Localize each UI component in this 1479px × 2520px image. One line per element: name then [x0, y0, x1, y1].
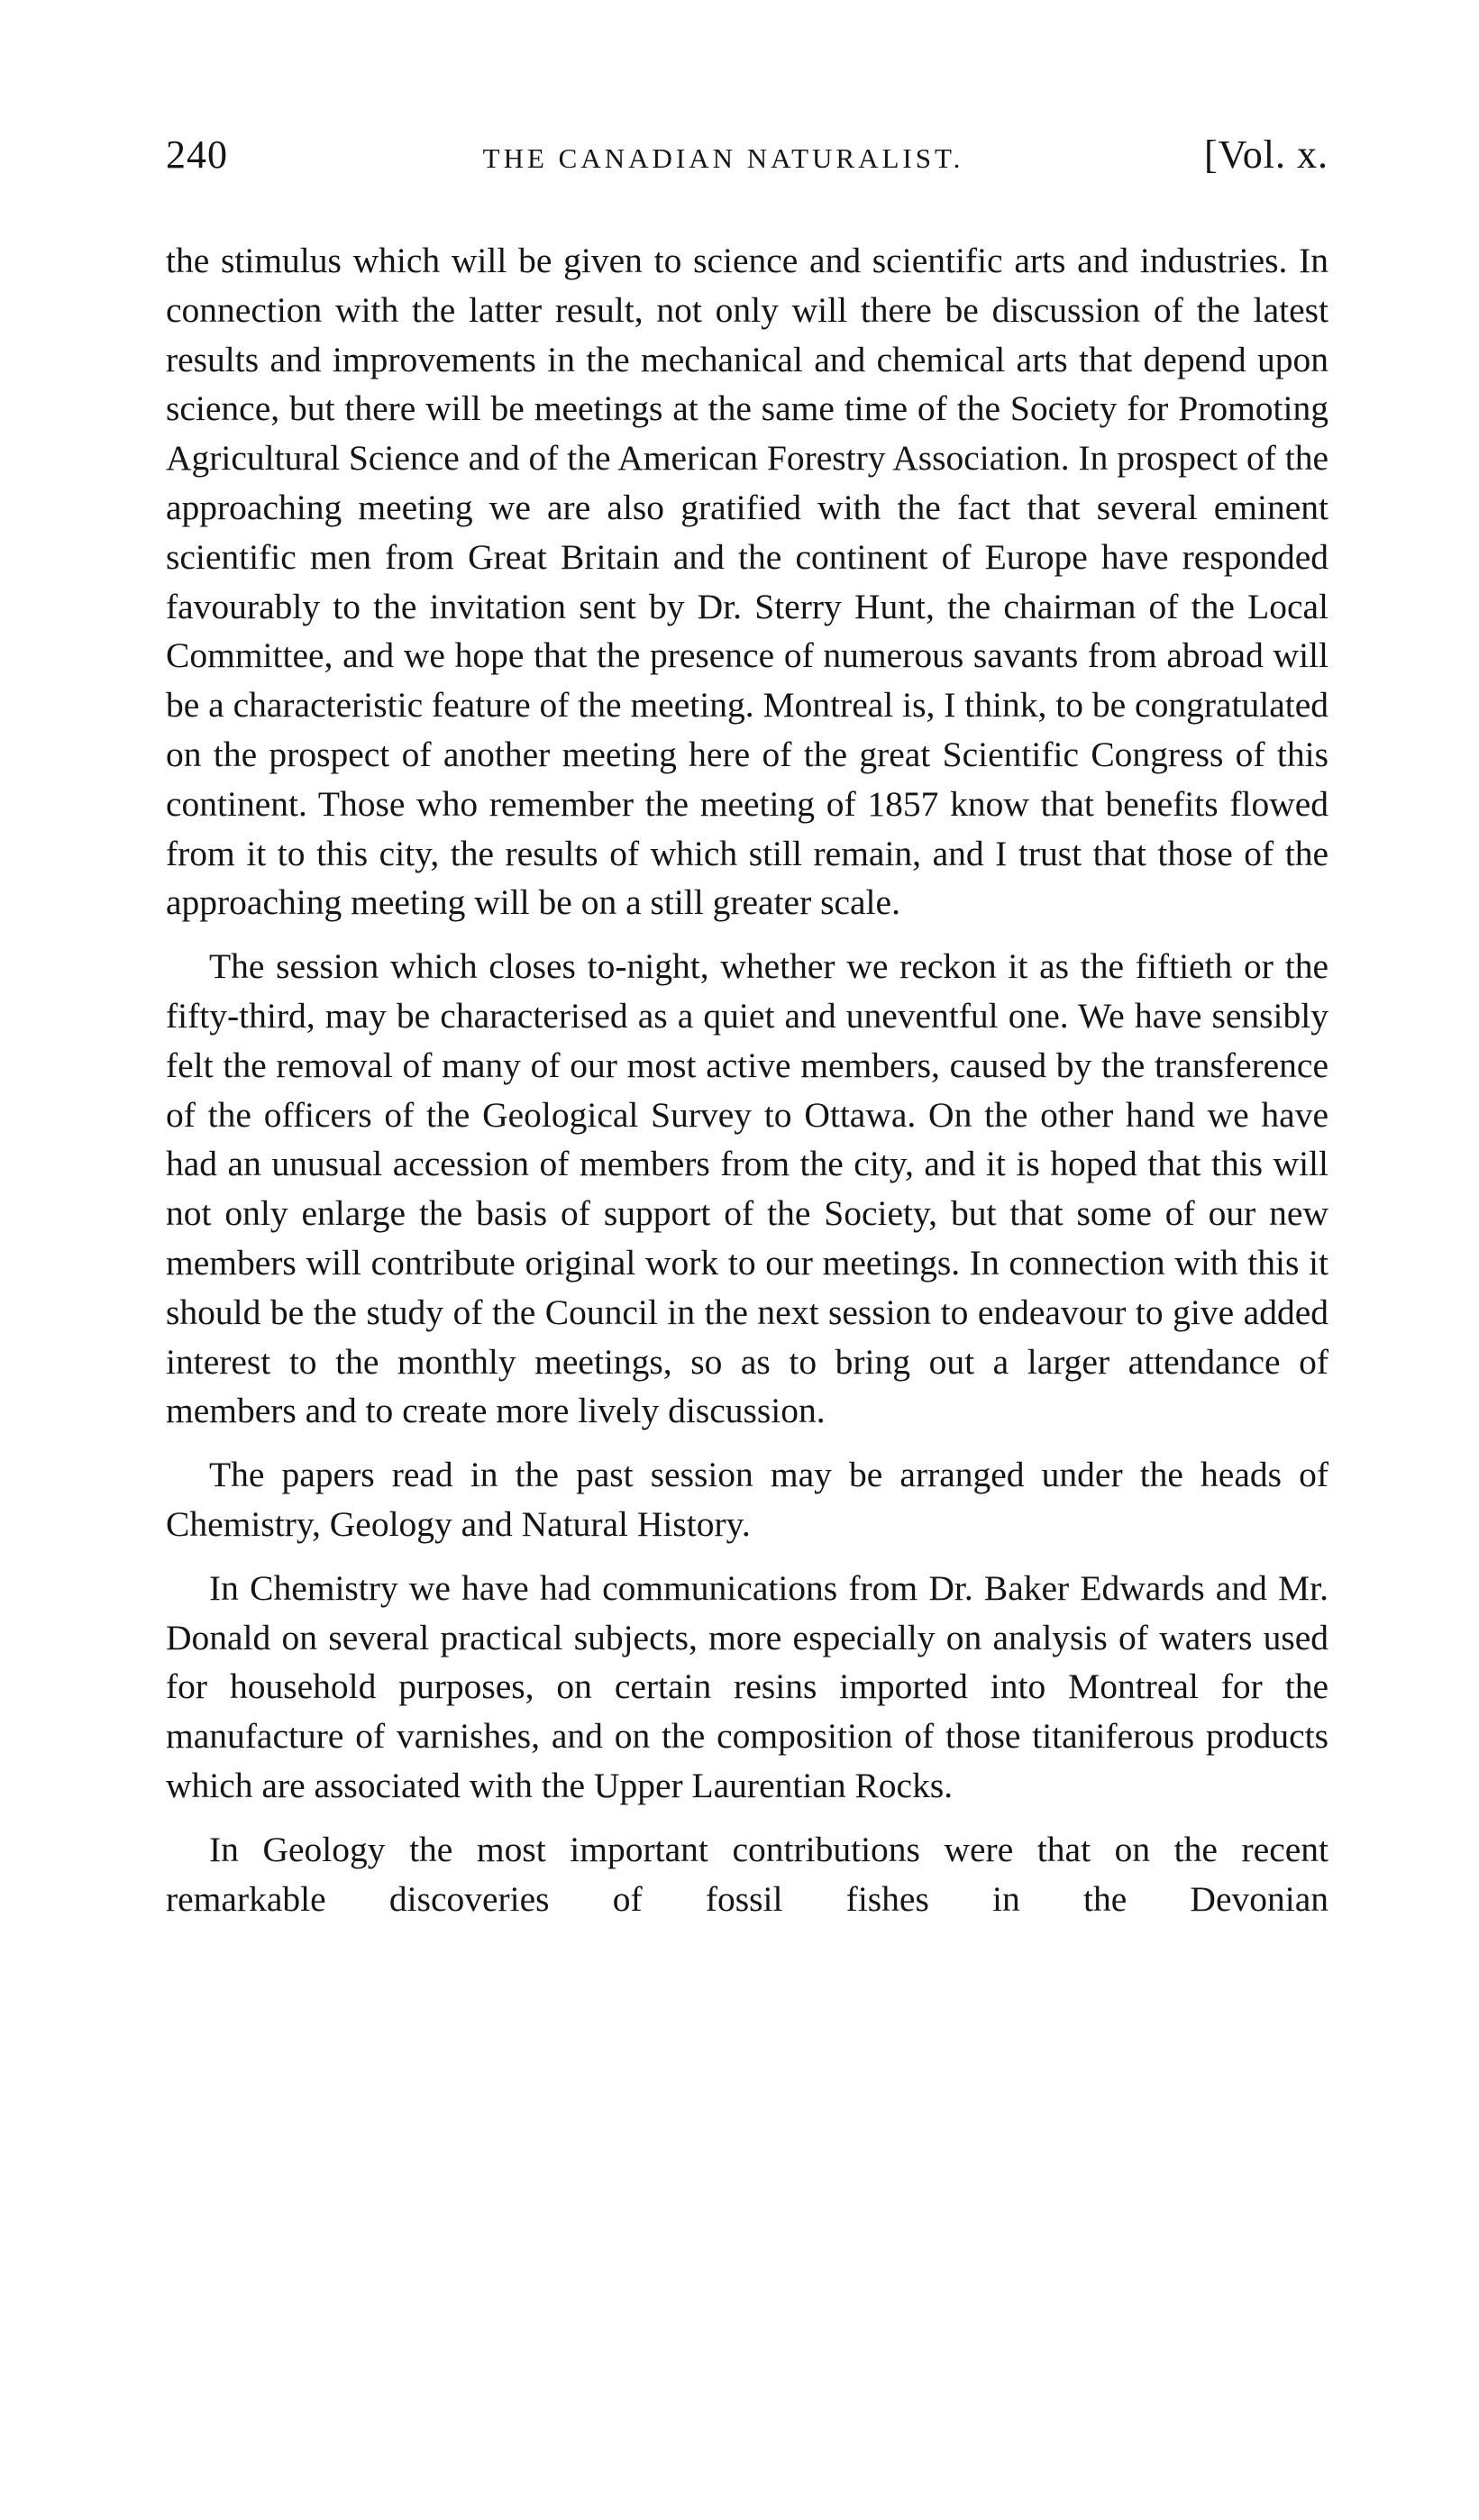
volume-label: [Vol. x.	[1204, 132, 1328, 177]
body-text	[166, 236, 1328, 1923]
paragraph-continuation: the stimulus which will be given to science and scientific arts and industries. In connection with the latter result, not only will there be discussion of the latest results and improvements in the mechanical and chemical arts that depend upon science, but there will be meetings at the same time of the Society for Promoting Agricultural Science and of the American Forestry Association. In prospect of the approaching meeting we are also gratified with the fact that several eminent scientific men from Great Britain and the continent of Europe have responded favourably to the invitation sent by Dr. Sterry Hunt, the chairman of the Local Committee, and we hope that the presence of numerous savants from abroad will be a characteristic feature of the meeting. Montreal is, I think, to be congratulated on the prospect of another meeting here of the great Scientific Congress of this continent. Those who remember the meeting of 1857 know that benefits flowed from it to this city, the results of which still remain, and I trust that those of the approaching meeting will be on a still greater scale.	[166, 241, 1328, 923]
paragraph-chemistry: In Chemistry we have had communications from Dr. Baker Edwards and Mr. Donald on several practical subjects, more especially on analysis of waters used for household purposes, on certain resins imported into Montreal for the manufacture of varnishes, and on the composition of those titaniferous products which are associated with the Upper Laurentian Rocks.	[166, 1567, 1328, 1805]
paragraph-papers: The papers read in the past session may be arranged under the heads of Chemistry, Geology and Natural History.	[166, 1455, 1328, 1544]
paragraph-session: The session which closes to-night, whether we reckon it as the fiftieth or the fifty-third, may be characterised as a quiet and uneventful one. We have sensibly felt the removal of many of our most active members, caused by the transference of the officers of the Geological Survey to Ottawa. On the other hand we have had an unusual accession of members from the city, and it is hoped that this will not only enlarge the basis of support of the Society, but that some of our new members will contribute original work to our meetings. In connection with this it should be the study of the Council in the next session to endeavour to give added interest to the monthly meetings, so as to bring out a larger attendance of members and to create more lively discussion.	[166, 946, 1328, 1431]
journal-title: THE CANADIAN NATURALIST.	[482, 142, 964, 174]
page-number: 240	[166, 132, 228, 177]
running-head	[166, 132, 1328, 198]
paragraph-geology: In Geology the most important contributions were that on the recent remarkable discoveries of fossil fishes in the Devonian	[166, 1829, 1328, 1919]
book-page	[166, 132, 1328, 1938]
